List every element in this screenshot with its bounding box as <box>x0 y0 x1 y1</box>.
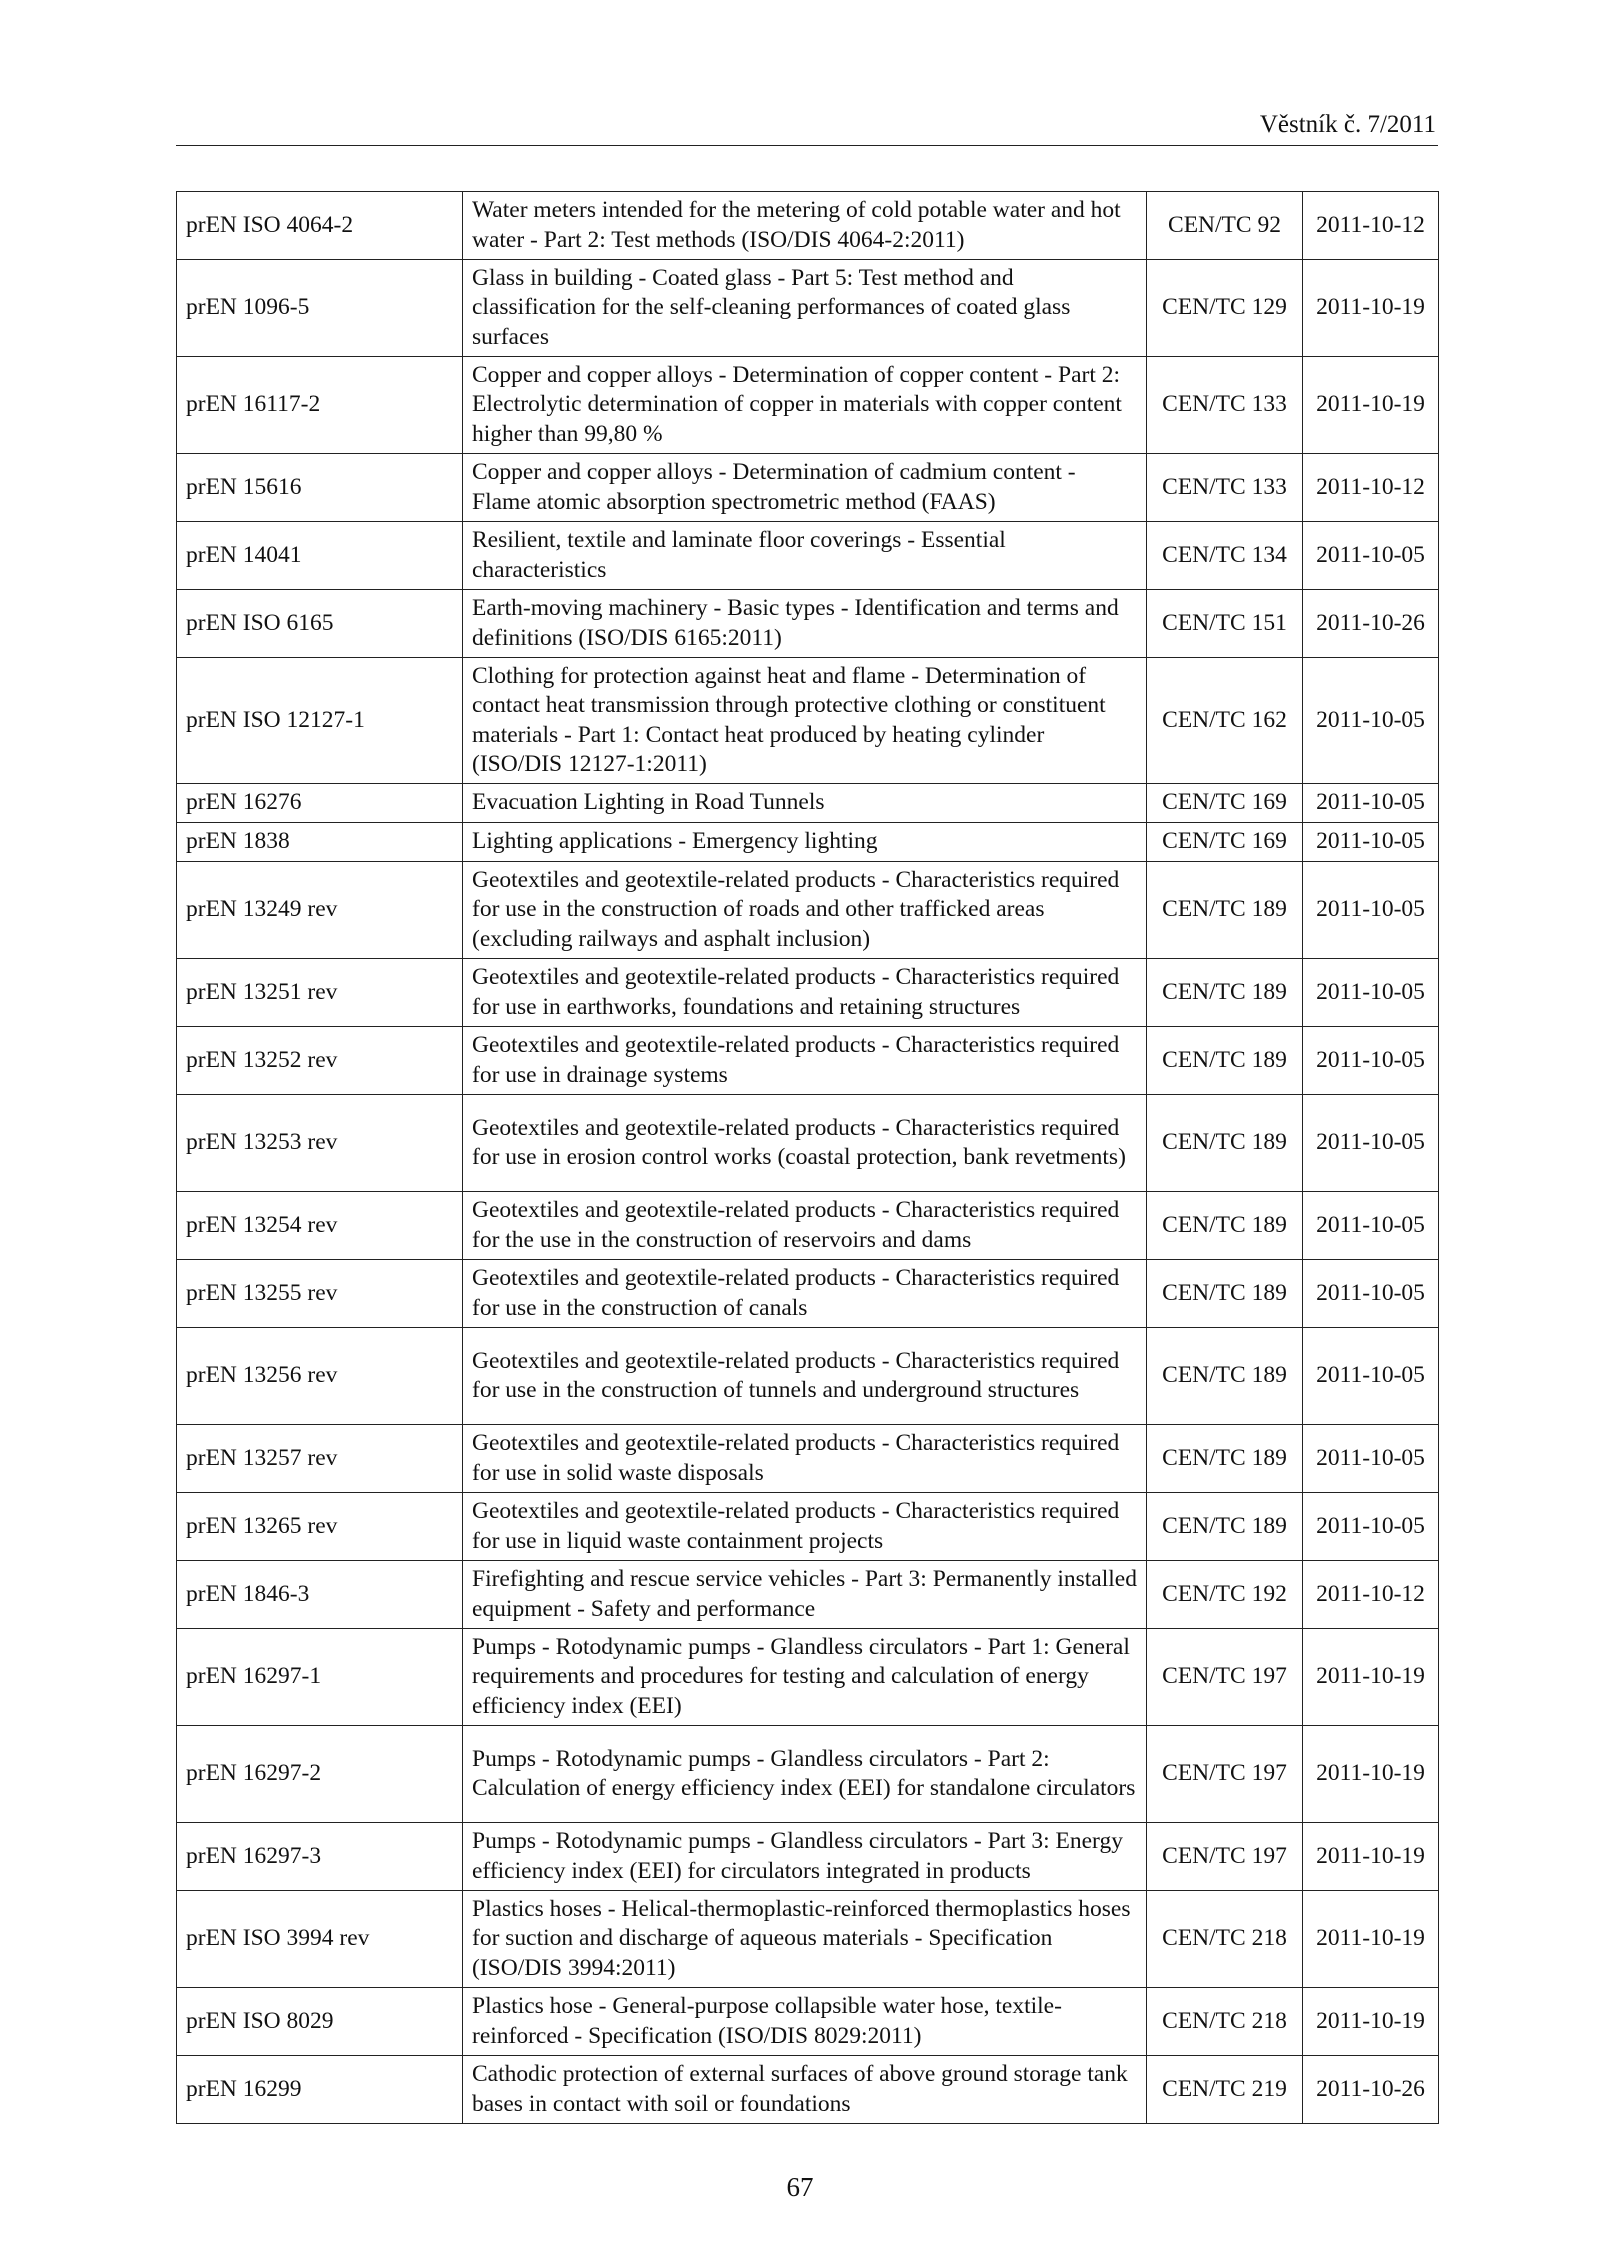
standard-title: Geotextiles and geotextile-related products - Characteristics required for use in earthworks, foundations and retaining structures <box>463 959 1147 1027</box>
deadline-date: 2011-10-12 <box>1303 1561 1439 1629</box>
standard-title: Resilient, textile and laminate floor coverings - Essential characteristics <box>463 522 1147 590</box>
standard-title: Pumps - Rotodynamic pumps - Glandless circulators - Part 2: Calculation of energy efficiency index (EEI) for standalone circulators <box>463 1726 1147 1823</box>
technical-committee: CEN/TC 189 <box>1147 1425 1303 1493</box>
page-header <box>176 110 1438 146</box>
standards-table <box>176 191 1439 2124</box>
technical-committee: CEN/TC 189 <box>1147 1192 1303 1260</box>
technical-committee: CEN/TC 197 <box>1147 1823 1303 1891</box>
standard-code: prEN 13254 rev <box>177 1192 463 1260</box>
bulletin-title: Věstník č. 7/2011 <box>1259 111 1436 138</box>
table-row <box>177 357 1439 454</box>
standard-title: Geotextiles and geotextile-related products - Characteristics required for use in solid waste disposals <box>463 1425 1147 1493</box>
deadline-date: 2011-10-12 <box>1303 454 1439 522</box>
standard-code: prEN ISO 12127-1 <box>177 658 463 784</box>
table-row <box>177 1629 1439 1726</box>
technical-committee: CEN/TC 189 <box>1147 1260 1303 1328</box>
standard-code: prEN 1096-5 <box>177 260 463 357</box>
table-row <box>177 1328 1439 1425</box>
table-row <box>177 260 1439 357</box>
technical-committee: CEN/TC 189 <box>1147 862 1303 959</box>
deadline-date: 2011-10-19 <box>1303 357 1439 454</box>
standard-code: prEN ISO 4064-2 <box>177 192 463 260</box>
standard-code: prEN 13252 rev <box>177 1027 463 1095</box>
deadline-date: 2011-10-05 <box>1303 522 1439 590</box>
technical-committee: CEN/TC 169 <box>1147 823 1303 862</box>
standard-title: Geotextiles and geotextile-related products - Characteristics required for the use in the construction of reservoirs and dams <box>463 1192 1147 1260</box>
table-row <box>177 1561 1439 1629</box>
standard-title: Geotextiles and geotextile-related products - Characteristics required for use in liquid waste containment projects <box>463 1493 1147 1561</box>
standard-code: prEN 16299 <box>177 2056 463 2124</box>
technical-committee: CEN/TC 192 <box>1147 1561 1303 1629</box>
standard-title: Water meters intended for the metering of cold potable water and hot water - Part 2: Test methods (ISO/DIS 4064-2:2011) <box>463 192 1147 260</box>
technical-committee: CEN/TC 133 <box>1147 357 1303 454</box>
standard-title: Plastics hoses - Helical-thermoplastic-reinforced thermoplastics hoses for suction and discharge of aqueous materials - Specification (ISO/DIS 3994:2011) <box>463 1891 1147 1988</box>
standard-code: prEN 13249 rev <box>177 862 463 959</box>
table-row <box>177 1493 1439 1561</box>
standard-code: prEN 13257 rev <box>177 1425 463 1493</box>
technical-committee: CEN/TC 218 <box>1147 1891 1303 1988</box>
standard-code: prEN 16117-2 <box>177 357 463 454</box>
deadline-date: 2011-10-05 <box>1303 1328 1439 1425</box>
table-row <box>177 192 1439 260</box>
standard-title: Glass in building - Coated glass - Part 5: Test method and classification for the self-cleaning performances of coated glass surfaces <box>463 260 1147 357</box>
technical-committee: CEN/TC 189 <box>1147 1095 1303 1192</box>
deadline-date: 2011-10-12 <box>1303 192 1439 260</box>
standard-title: Geotextiles and geotextile-related products - Characteristics required for use in the construction of roads and other trafficked areas (excluding railways and asphalt inclusion) <box>463 862 1147 959</box>
deadline-date: 2011-10-19 <box>1303 1823 1439 1891</box>
deadline-date: 2011-10-05 <box>1303 1260 1439 1328</box>
deadline-date: 2011-10-05 <box>1303 784 1439 823</box>
standard-code: prEN 16297-1 <box>177 1629 463 1726</box>
table-row <box>177 1260 1439 1328</box>
deadline-date: 2011-10-05 <box>1303 1425 1439 1493</box>
technical-committee: CEN/TC 197 <box>1147 1726 1303 1823</box>
deadline-date: 2011-10-19 <box>1303 1629 1439 1726</box>
standard-code: prEN 14041 <box>177 522 463 590</box>
deadline-date: 2011-10-05 <box>1303 959 1439 1027</box>
standard-code: prEN 15616 <box>177 454 463 522</box>
standard-title: Pumps - Rotodynamic pumps - Glandless circulators - Part 3: Energy efficiency index (EEI) for circulators integrated in products <box>463 1823 1147 1891</box>
technical-committee: CEN/TC 162 <box>1147 658 1303 784</box>
standard-title: Earth-moving machinery - Basic types - Identification and terms and definitions (ISO/DIS 6165:2011) <box>463 590 1147 658</box>
technical-committee: CEN/TC 219 <box>1147 2056 1303 2124</box>
table-row <box>177 2056 1439 2124</box>
deadline-date: 2011-10-19 <box>1303 1891 1439 1988</box>
deadline-date: 2011-10-19 <box>1303 260 1439 357</box>
table-row <box>177 959 1439 1027</box>
standards-table-body <box>177 192 1439 2124</box>
standard-title: Geotextiles and geotextile-related products - Characteristics required for use in erosion control works (coastal protection, bank revetments) <box>463 1095 1147 1192</box>
standard-title: Geotextiles and geotextile-related products - Characteristics required for use in drainage systems <box>463 1027 1147 1095</box>
deadline-date: 2011-10-05 <box>1303 823 1439 862</box>
standard-code: prEN 13256 rev <box>177 1328 463 1425</box>
standard-code: prEN 16276 <box>177 784 463 823</box>
standard-title: Copper and copper alloys - Determination of copper content - Part 2: Electrolytic determination of copper in materials with copper content higher than 99,80 % <box>463 357 1147 454</box>
table-row <box>177 1425 1439 1493</box>
standard-title: Geotextiles and geotextile-related products - Characteristics required for use in the construction of canals <box>463 1260 1147 1328</box>
standard-title: Plastics hose - General-purpose collapsible water hose, textile-reinforced - Specification (ISO/DIS 8029:2011) <box>463 1988 1147 2056</box>
standard-code: prEN 13255 rev <box>177 1260 463 1328</box>
table-row <box>177 522 1439 590</box>
page-number: 67 <box>786 2172 814 2202</box>
table-row <box>177 1726 1439 1823</box>
technical-committee: CEN/TC 189 <box>1147 959 1303 1027</box>
standard-title: Pumps - Rotodynamic pumps - Glandless circulators - Part 1: General requirements and procedures for testing and calculation of energy efficiency index (EEI) <box>463 1629 1147 1726</box>
standard-code: prEN ISO 3994 rev <box>177 1891 463 1988</box>
standard-code: prEN 16297-3 <box>177 1823 463 1891</box>
technical-committee: CEN/TC 218 <box>1147 1988 1303 2056</box>
table-row <box>177 658 1439 784</box>
deadline-date: 2011-10-05 <box>1303 862 1439 959</box>
standard-code: prEN 1838 <box>177 823 463 862</box>
technical-committee: CEN/TC 151 <box>1147 590 1303 658</box>
table-row <box>177 1988 1439 2056</box>
standard-title: Cathodic protection of external surfaces of above ground storage tank bases in contact with soil or foundations <box>463 2056 1147 2124</box>
table-row <box>177 862 1439 959</box>
standard-title: Firefighting and rescue service vehicles - Part 3: Permanently installed equipment - Safety and performance <box>463 1561 1147 1629</box>
standard-code: prEN 13251 rev <box>177 959 463 1027</box>
technical-committee: CEN/TC 133 <box>1147 454 1303 522</box>
deadline-date: 2011-10-19 <box>1303 1988 1439 2056</box>
standard-title: Clothing for protection against heat and flame - Determination of contact heat transmission through protective clothing or constituent materials - Part 1: Contact heat produced by heating cylinder (ISO/DIS 12127-1:2011) <box>463 658 1147 784</box>
standard-title: Evacuation Lighting in Road Tunnels <box>463 784 1147 823</box>
table-row <box>177 1027 1439 1095</box>
technical-committee: CEN/TC 189 <box>1147 1027 1303 1095</box>
technical-committee: CEN/TC 129 <box>1147 260 1303 357</box>
table-row <box>177 1192 1439 1260</box>
standard-code: prEN 13265 rev <box>177 1493 463 1561</box>
standard-code: prEN ISO 6165 <box>177 590 463 658</box>
table-row <box>177 784 1439 823</box>
standard-code: prEN 13253 rev <box>177 1095 463 1192</box>
deadline-date: 2011-10-05 <box>1303 1493 1439 1561</box>
deadline-date: 2011-10-19 <box>1303 1726 1439 1823</box>
standard-title: Geotextiles and geotextile-related products - Characteristics required for use in the construction of tunnels and underground structures <box>463 1328 1147 1425</box>
standard-title: Lighting applications - Emergency lighting <box>463 823 1147 862</box>
standard-code: prEN ISO 8029 <box>177 1988 463 2056</box>
deadline-date: 2011-10-26 <box>1303 2056 1439 2124</box>
table-row <box>177 1095 1439 1192</box>
deadline-date: 2011-10-05 <box>1303 1095 1439 1192</box>
deadline-date: 2011-10-05 <box>1303 1192 1439 1260</box>
table-row <box>177 1823 1439 1891</box>
technical-committee: CEN/TC 169 <box>1147 784 1303 823</box>
table-row <box>177 1891 1439 1988</box>
technical-committee: CEN/TC 134 <box>1147 522 1303 590</box>
technical-committee: CEN/TC 92 <box>1147 192 1303 260</box>
standard-title: Copper and copper alloys - Determination of cadmium content - Flame atomic absorption spectrometric method (FAAS) <box>463 454 1147 522</box>
technical-committee: CEN/TC 189 <box>1147 1493 1303 1561</box>
technical-committee: CEN/TC 189 <box>1147 1328 1303 1425</box>
table-row <box>177 823 1439 862</box>
deadline-date: 2011-10-26 <box>1303 590 1439 658</box>
technical-committee: CEN/TC 197 <box>1147 1629 1303 1726</box>
table-row <box>177 590 1439 658</box>
table-row <box>177 454 1439 522</box>
deadline-date: 2011-10-05 <box>1303 1027 1439 1095</box>
standard-code: prEN 1846-3 <box>177 1561 463 1629</box>
deadline-date: 2011-10-05 <box>1303 658 1439 784</box>
standard-code: prEN 16297-2 <box>177 1726 463 1823</box>
